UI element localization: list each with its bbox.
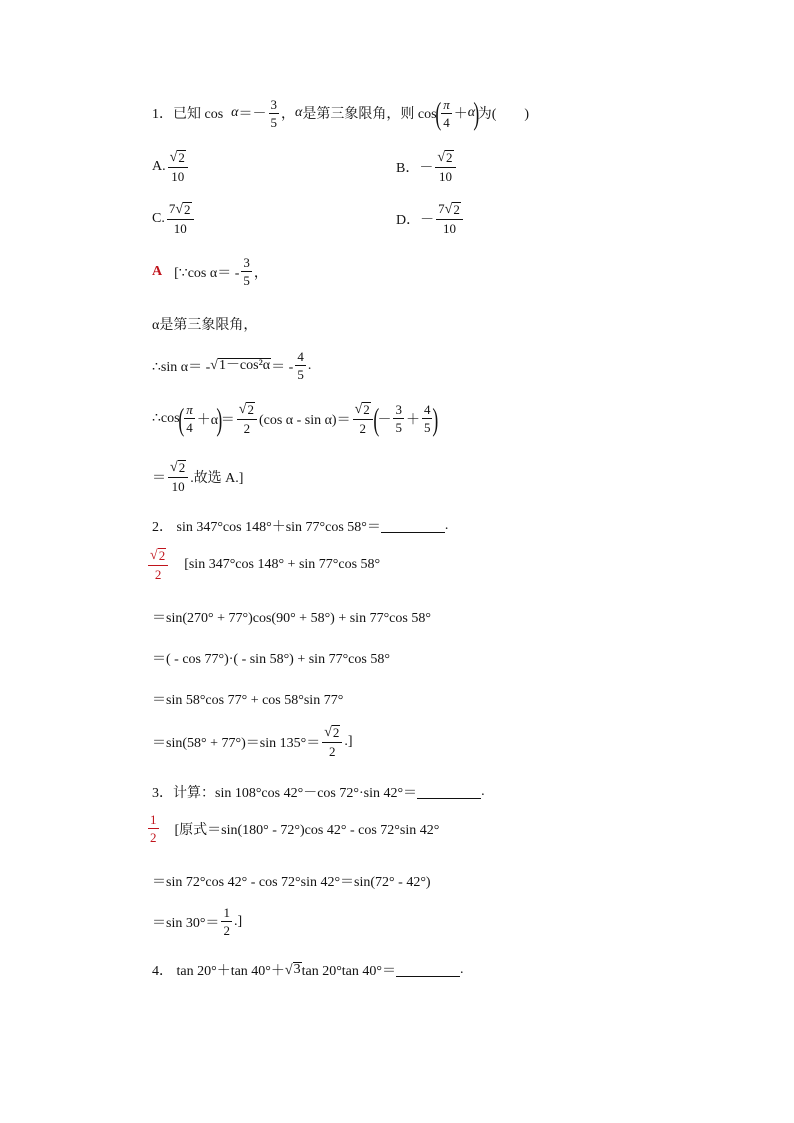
q4-stem: 4． tan 20°＋tan 40°＋ √ 3 tan 20°tan 40°＝ . (152, 962, 464, 979)
answer-label: A (152, 263, 163, 279)
answer-blank (381, 520, 445, 533)
answer-blank (396, 964, 460, 977)
q1-option-b: B．－ √ 2 10 (396, 150, 458, 183)
s2-line-3: ＝( - cos 77°)·( - sin 58°) + sin 77°cos 58° (152, 652, 390, 667)
s2-line-4: ＝sin 58°cos 77° + cos 58°sin 77° (152, 693, 344, 708)
fraction: $\frac{\pi}{4}$ (443, 96, 450, 130)
s1-line-5: ＝ √ 2 10 .故选 A.] (152, 460, 244, 494)
q2-stem: 2． sin 347°cos 148°＋sin 77°cos 58°＝ . (152, 518, 449, 535)
q1-stem: 1． 已知 cos α ＝－ $\frac{3}{5}$ ， α 是第三象限角，则 cos ( $\frac{\pi}{4}$ ＋ α ) 为( ) (152, 95, 530, 131)
s1-line-3: ∴sin α＝ - √ 1－cos²α ＝ - $\frac{4}{5}$ . (152, 349, 312, 382)
q3-stem: 3．计算：sin 108°cos 42°－cos 72°·sin 42°＝ . (152, 784, 485, 801)
s2-line-5: ＝sin(58° + 77°)＝sin 135°＝ √ 2 2 .] (152, 725, 353, 759)
s2-line-1: √ 2 2 [sin 347°cos 148° + sin 77°cos 58° (150, 548, 381, 582)
s1-line-1: A [∵cos α＝ - $\frac{3}{5}$ ， (152, 255, 268, 288)
s1-line-4: ∴cos ( $\frac{\pi}{4}$ ＋α ) ＝ √ 2 2 (cos α - sin α)＝ √ 2 2 ( － $\frac{3}{5}$ ＋ $\frac{4}{5}$ ) (152, 400, 439, 437)
answer-fraction: $\frac{1}{2}$ (150, 812, 157, 845)
s3-line-1: $\frac{1}{2}$ [原式＝sin(180° - 72°)cos 42° - cos 72°sin 42° (150, 812, 440, 845)
s3-line-2: ＝sin 72°cos 42° - cos 72°sin 42°＝sin(72° - 42°) (152, 875, 431, 890)
answer-blank (417, 786, 481, 799)
q1-option-a: A. √ 2 10 (152, 150, 190, 183)
fraction: $\frac{3}{5}$ (270, 96, 278, 130)
q1-option-d: D．－ 7 √ 2 10 (396, 202, 465, 235)
answer-fraction: √ 2 2 (148, 548, 168, 581)
s1-line-2: α是第三象限角， (152, 318, 258, 333)
s2-line-2: ＝sin(270° + 77°)cos(90° + 58°) + sin 77°cos 58° (152, 611, 431, 626)
q1-option-c: C. 7 √ 2 10 (152, 202, 196, 235)
s3-line-3: ＝sin 30°＝ $\frac{1}{2}$ .] (152, 905, 243, 938)
